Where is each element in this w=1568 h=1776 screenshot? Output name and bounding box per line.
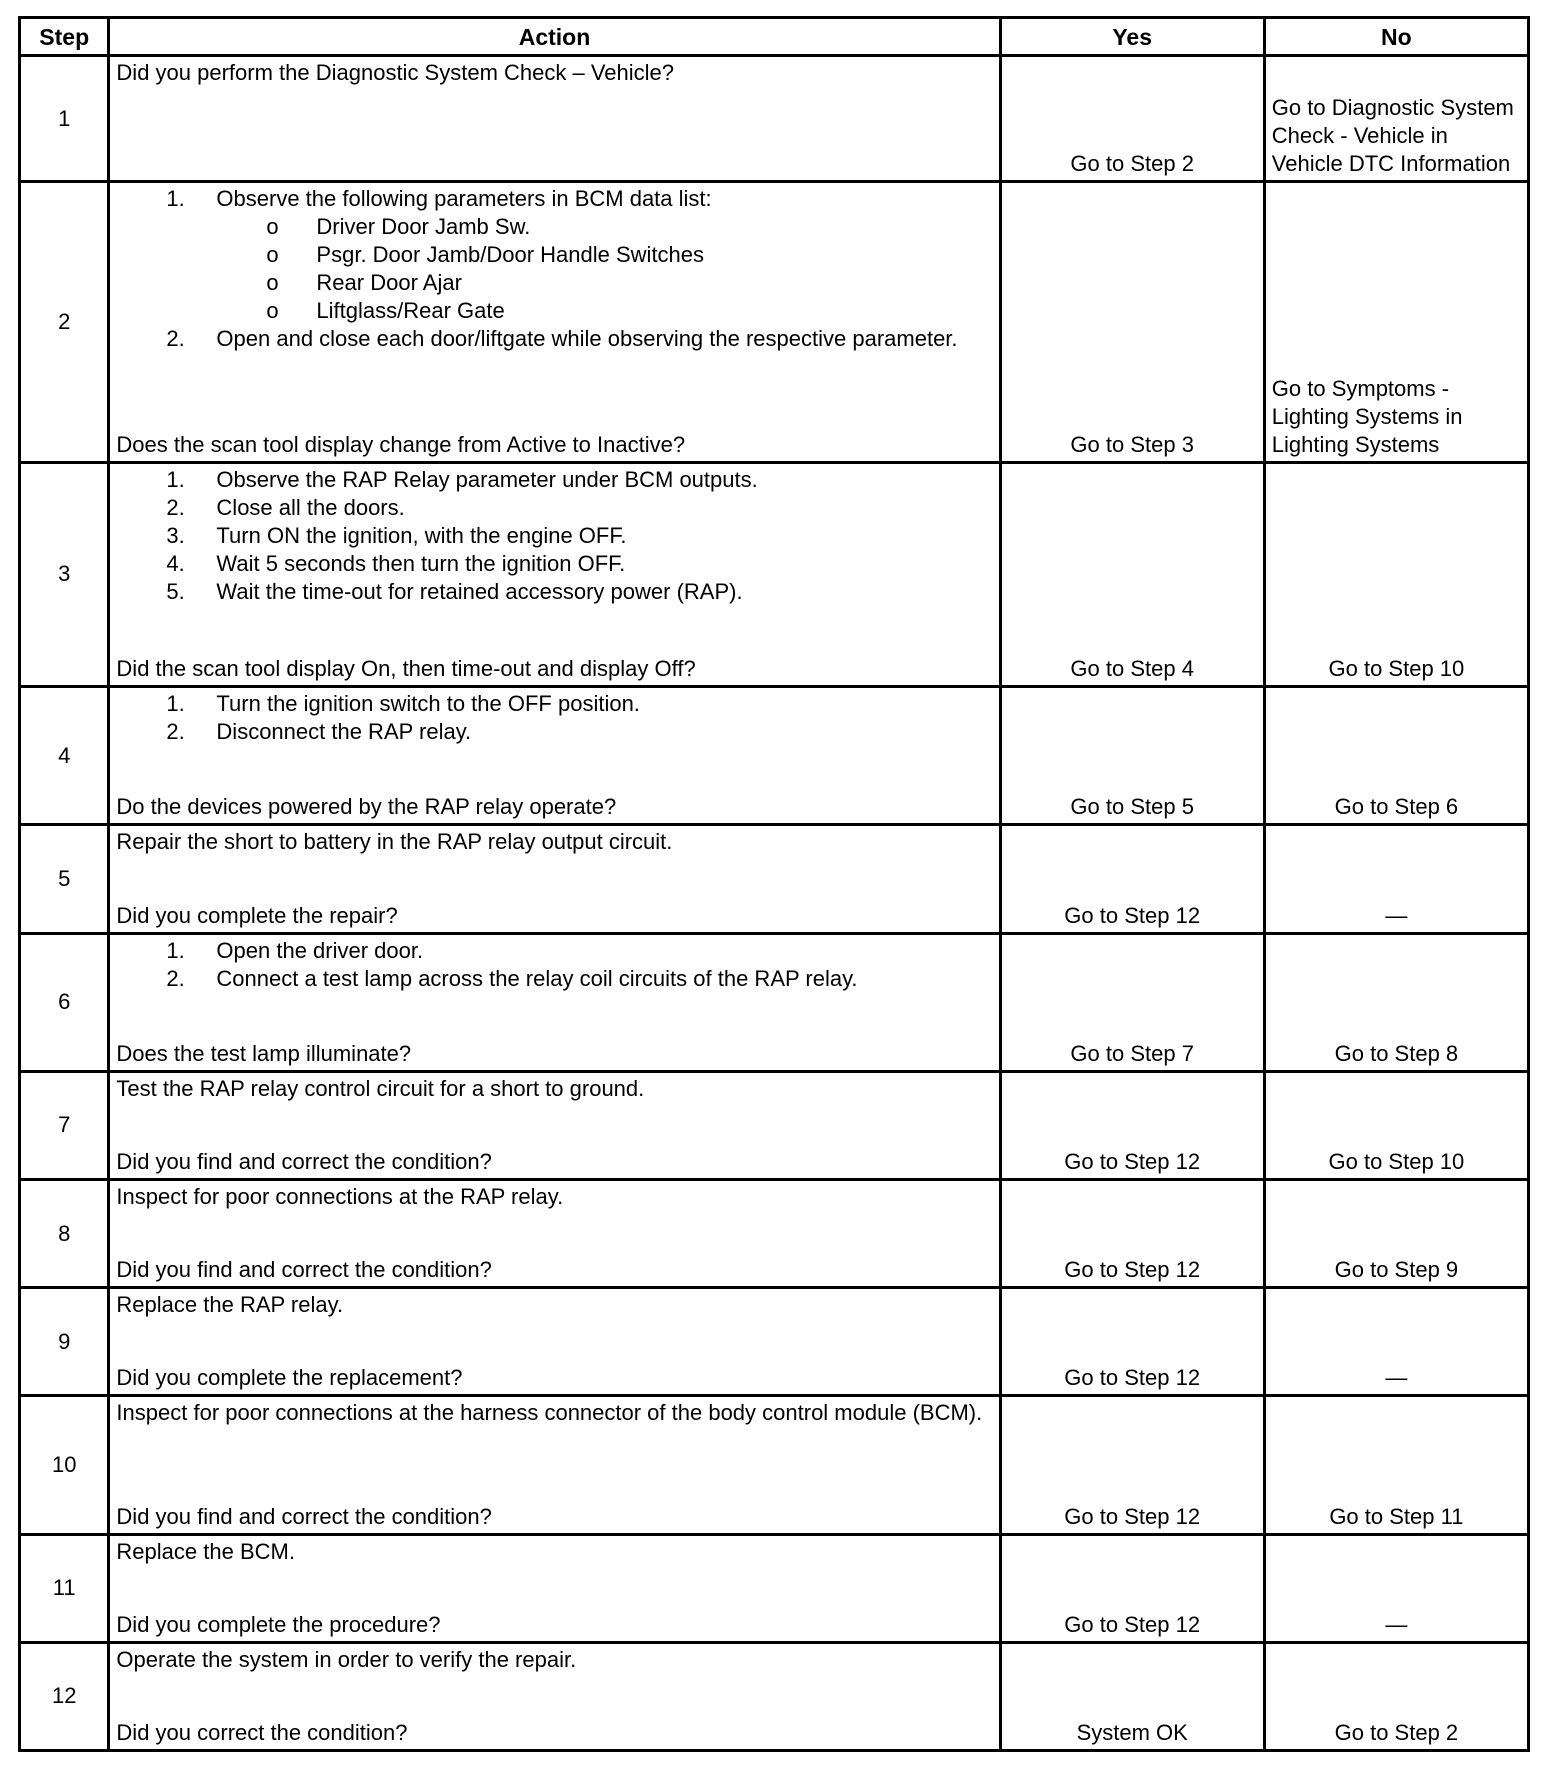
yes-result: Go to Step 2 [1000, 56, 1264, 182]
step-index: 4. [166, 550, 185, 576]
header-step: Step [20, 18, 109, 56]
table-row [20, 1534, 1529, 1642]
action-cell [109, 1288, 1000, 1396]
yes-result: Go to Step 12 [1000, 825, 1264, 933]
action-content [116, 1291, 992, 1392]
action-instructions [116, 1075, 992, 1103]
action-content [116, 828, 992, 929]
numbered-steps [116, 690, 992, 746]
step-index: 2. [166, 965, 185, 991]
parameter-text: Driver Door Jamb Sw. [316, 214, 531, 240]
table-row [20, 1396, 1529, 1534]
step-number: 5 [20, 825, 109, 933]
yes-result: Go to Step 12 [1000, 1071, 1264, 1179]
yes-result: Go to Step 4 [1000, 462, 1264, 686]
action-text: Did you perform the Diagnostic System Check – Vehicle? [116, 60, 675, 85]
table-row [20, 933, 1529, 1071]
action-text: Operate the system in order to verify the repair. [116, 1646, 577, 1672]
yes-result: Go to Step 7 [1000, 933, 1264, 1071]
header-action: Action [109, 18, 1000, 56]
numbered-step [116, 690, 992, 718]
action-question: Does the scan tool display change from Active to Inactive? [116, 431, 686, 457]
action-text: Inspect for poor connections at the RAP relay. [116, 1183, 564, 1209]
action-question: Did you complete the procedure? [116, 1611, 441, 1637]
numbered-steps [116, 937, 992, 993]
header-no: No [1264, 18, 1528, 56]
step-number: 6 [20, 933, 109, 1071]
yes-result: System OK [1000, 1642, 1264, 1750]
action-question: Did you complete the replacement? [116, 1365, 463, 1391]
step-number: 2 [20, 182, 109, 462]
action-cell [109, 56, 1000, 182]
yes-result: Go to Step 3 [1000, 182, 1264, 462]
step-number: 7 [20, 1071, 109, 1179]
no-result: Go to Step 9 [1264, 1179, 1528, 1287]
table-row [20, 1179, 1529, 1287]
table-row [20, 1642, 1529, 1750]
table-row [20, 56, 1529, 182]
action-cell [109, 462, 1000, 686]
action-cell [109, 1534, 1000, 1642]
action-question: Did you correct the condition? [116, 1720, 408, 1745]
no-result: Go to Step 6 [1264, 687, 1528, 825]
step-number: 12 [20, 1642, 109, 1750]
action-question: Did you complete the repair? [116, 902, 398, 928]
step-number: 10 [20, 1396, 109, 1534]
diagnostic-table [18, 16, 1530, 1752]
parameter-text: Psgr. Door Jamb/Door Handle Switches [316, 242, 705, 268]
step-index: 1. [166, 186, 185, 212]
step-text: Disconnect the RAP relay. [216, 719, 472, 745]
no-result: Go to Step 8 [1264, 933, 1528, 1071]
yes-result: Go to Step 12 [1000, 1534, 1264, 1642]
step-text: Turn ON the ignition, with the engine OFF. [216, 522, 627, 548]
action-content [116, 690, 992, 821]
action-instructions [116, 1646, 992, 1674]
action-content [116, 1399, 992, 1530]
step-index: 1. [166, 937, 185, 963]
action-question: Did you find and correct the condition? [116, 1148, 492, 1174]
action-cell [109, 933, 1000, 1071]
parameter-item [116, 269, 992, 297]
action-instructions [116, 828, 992, 856]
parameter-item [116, 213, 992, 241]
step-text: Open the driver door. [216, 937, 424, 963]
action-instructions [116, 1538, 992, 1566]
step-number: 9 [20, 1288, 109, 1396]
no-result: Go to Diagnostic System Check - Vehicle in Vehicle DTC Information [1264, 56, 1528, 182]
action-content [116, 1538, 992, 1639]
step-number: 11 [20, 1534, 109, 1642]
numbered-step [116, 494, 992, 522]
action-cell [109, 687, 1000, 825]
action-cell [109, 1396, 1000, 1534]
action-content [116, 59, 992, 178]
step-number: 8 [20, 1179, 109, 1287]
action-instructions [116, 1399, 992, 1427]
step-number: 4 [20, 687, 109, 825]
bullet-icon: o [266, 214, 279, 240]
numbered-step [116, 325, 992, 353]
action-question: Does the test lamp illuminate? [116, 1040, 412, 1066]
action-question: Did you find and correct the condition? [116, 1257, 492, 1283]
action-instructions [116, 937, 992, 993]
bullet-icon: o [266, 242, 279, 268]
parameter-item [116, 297, 992, 325]
action-question: Do the devices powered by the RAP relay operate? [116, 794, 617, 820]
header-row [20, 18, 1529, 56]
action-content [116, 1183, 992, 1284]
yes-result: Go to Step 5 [1000, 687, 1264, 825]
action-instructions [116, 690, 992, 746]
action-text: Test the RAP relay control circuit for a short to ground. [116, 1075, 645, 1101]
numbered-step [116, 522, 992, 550]
table-row [20, 687, 1529, 825]
step-index: 1. [166, 466, 185, 492]
no-result: — [1264, 1288, 1528, 1396]
numbered-step [116, 466, 992, 494]
no-result: Go to Step 10 [1264, 462, 1528, 686]
step-index: 5. [166, 578, 185, 604]
step-text: Turn the ignition switch to the OFF position. [216, 691, 640, 717]
step-text: Observe the RAP Relay parameter under BCM outputs. [216, 466, 758, 492]
table-row [20, 1071, 1529, 1179]
action-text: Replace the RAP relay. [116, 1292, 344, 1318]
step-number: 3 [20, 462, 109, 686]
step-text: Connect a test lamp across the relay coil circuits of the RAP relay. [216, 965, 858, 991]
yes-result: Go to Step 12 [1000, 1288, 1264, 1396]
parameter-text: Liftglass/Rear Gate [316, 298, 505, 324]
header-yes: Yes [1000, 18, 1264, 56]
step-index: 2. [166, 326, 185, 352]
parameter-text: Rear Door Ajar [316, 270, 462, 296]
step-index: 1. [166, 691, 185, 717]
step-index: 3. [166, 522, 185, 548]
action-cell [109, 825, 1000, 933]
action-content [116, 1646, 992, 1747]
action-instructions [116, 59, 992, 87]
no-result: Go to Step 10 [1264, 1071, 1528, 1179]
action-content [116, 466, 992, 683]
step-index: 2. [166, 494, 185, 520]
numbered-step [116, 185, 992, 325]
action-cell [109, 1179, 1000, 1287]
numbered-steps [116, 185, 992, 353]
numbered-step [116, 718, 992, 746]
step-text: Observe the following parameters in BCM data list: [216, 186, 712, 212]
step-index: 2. [166, 719, 185, 745]
numbered-step [116, 965, 992, 993]
bullet-icon: o [266, 270, 279, 296]
action-instructions [116, 185, 992, 353]
action-question: Did you find and correct the condition? [116, 1503, 492, 1529]
action-question: Did the scan tool display On, then time-out and display Off? [116, 656, 696, 682]
action-instructions [116, 1291, 992, 1319]
parameter-item [116, 241, 992, 269]
table-row [20, 1288, 1529, 1396]
step-text: Close all the doors. [216, 494, 405, 520]
step-number: 1 [20, 56, 109, 182]
table-row [20, 825, 1529, 933]
no-result: Go to Symptoms - Lighting Systems in Lighting Systems [1264, 182, 1528, 462]
step-text: Wait the time-out for retained accessory power (RAP). [216, 578, 743, 604]
numbered-steps [116, 466, 992, 606]
numbered-step [116, 937, 992, 965]
action-text: Replace the BCM. [116, 1538, 295, 1564]
action-content [116, 185, 992, 458]
bullet-icon: o [266, 298, 279, 324]
step-text: Open and close each door/liftgate while observing the respective parameter. [216, 326, 958, 352]
action-instructions [116, 466, 992, 606]
no-result: Go to Step 2 [1264, 1642, 1528, 1750]
step-text: Wait 5 seconds then turn the ignition OFF. [216, 550, 626, 576]
parameter-list [216, 213, 992, 325]
numbered-step [116, 550, 992, 578]
yes-result: Go to Step 12 [1000, 1179, 1264, 1287]
action-text: Repair the short to battery in the RAP relay output circuit. [116, 829, 673, 855]
table-row [20, 462, 1529, 686]
table-body [20, 56, 1529, 1751]
action-cell [109, 182, 1000, 462]
table-row [20, 182, 1529, 462]
no-result: — [1264, 825, 1528, 933]
numbered-step [116, 578, 992, 606]
action-text: Inspect for poor connections at the harness connector of the body control module (BCM). [116, 1400, 983, 1426]
no-result: Go to Step 11 [1264, 1396, 1528, 1534]
no-result: — [1264, 1534, 1528, 1642]
action-cell [109, 1642, 1000, 1750]
action-instructions [116, 1183, 992, 1211]
action-content [116, 937, 992, 1068]
action-content [116, 1075, 992, 1176]
action-cell [109, 1071, 1000, 1179]
yes-result: Go to Step 12 [1000, 1396, 1264, 1534]
